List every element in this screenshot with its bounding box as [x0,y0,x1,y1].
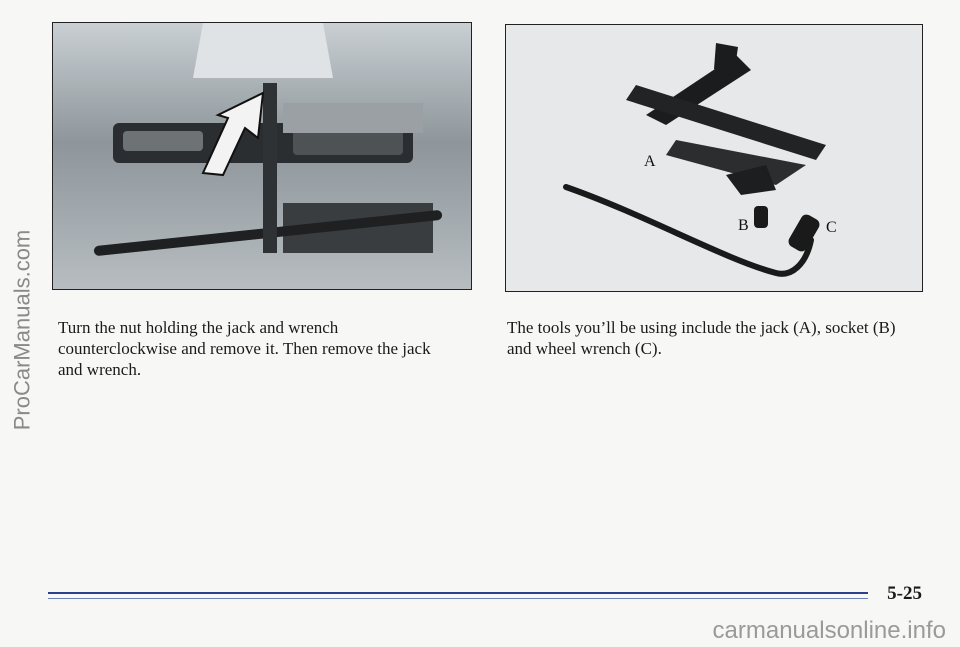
callout-c: C [826,219,837,236]
page-number: 5-25 [887,583,922,604]
jack-tools-illustration [506,25,922,291]
jack-tools-photo [505,24,923,292]
footer-rule [48,592,868,594]
jack-storage-illustration [53,23,471,289]
side-watermark-text: ProCarManuals.com [9,229,35,431]
caption-remove-jack: Turn the nut holding the jack and wrench counterclockwise and remove it. Then remove the jack and wrench. [58,318,431,379]
jack-storage-photo [52,22,472,290]
caption-tools: The tools you’ll be using include the jack (A), socket (B) and wheel wrench (C). [507,318,896,358]
side-watermark [4,30,40,630]
bottom-watermark: carmanualsonline.info [712,617,946,644]
callout-a: A [644,153,656,170]
callout-b: B [738,217,749,234]
footer-rule-thin [48,598,868,599]
